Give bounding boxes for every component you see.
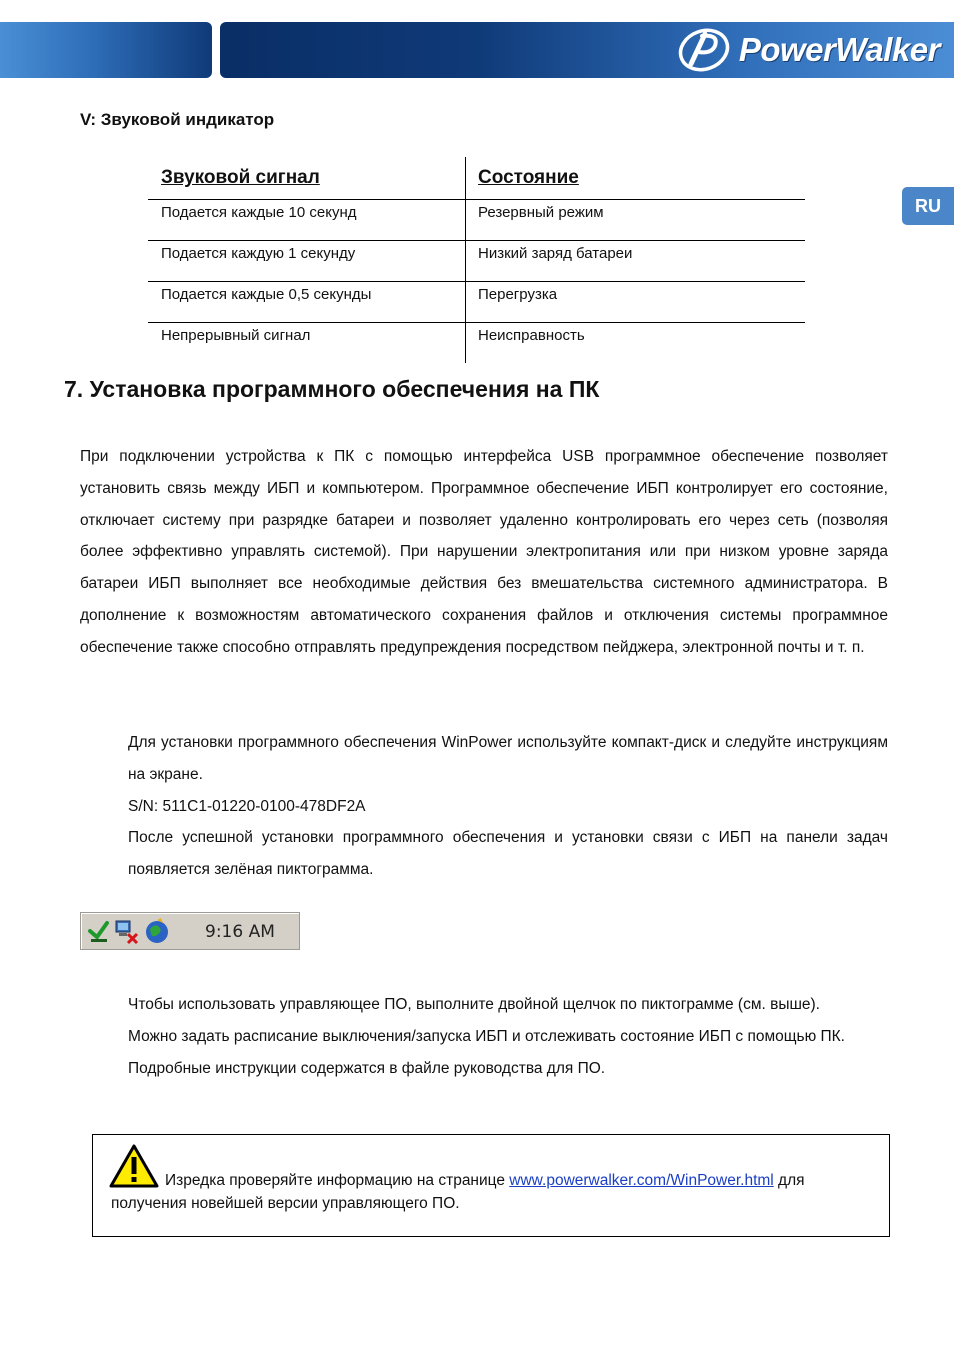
winpower-globe-icon[interactable]	[143, 917, 171, 945]
usage-text-2: Можно задать расписание выключения/запуска ИБП и отслеживать состояние ИБП с помощью ПК.	[128, 1027, 845, 1045]
table-header-row	[148, 157, 805, 200]
note-text-before: Изредка проверяйте информацию на странице	[165, 1172, 510, 1189]
table-cell-signal: Подается каждые 10 секунд	[148, 200, 466, 241]
install-text: Для установки программного обеспечения WinPower используйте компакт-диск и следуйте инструкциям на экране.	[128, 734, 888, 783]
install-instructions	[128, 727, 888, 886]
section-7-title: 7. Установка программного обеспечения на ПК	[64, 376, 600, 402]
usage-text-3: Подробные инструкции содержатся в файле руководства для ПО.	[128, 1059, 606, 1077]
table-row	[148, 200, 805, 241]
language-tab-ru[interactable]: RU	[902, 187, 954, 225]
green-network-icon[interactable]	[87, 917, 111, 945]
table-cell-signal: Непрерывный сигнал	[148, 323, 466, 364]
table-cell-state: Резервный режим	[466, 200, 806, 241]
usage-instructions	[128, 989, 888, 1084]
table-row	[148, 282, 805, 323]
brand-name: PowerWalker	[738, 31, 940, 68]
table-cell-state: Низкий заряд батареи	[466, 241, 806, 282]
intro-paragraph: При подключении устройства к ПК с помощью интерфейса USB программное обеспечение позволяет установить связь между ИБП и компьютером. Программное обеспечение ИБП контролирует его состояние, отключает систему при разрядке батареи и позволяет удаленно контролировать его через сеть (позволяя более эффективно управлять системой). При нарушении электропитания или при низком уровне заряда батареи ИБП выполняет все необходимые действия без вмешательства системного администратора. В дополнение к возможностям автоматического сохранения файлов и отключения системы программное обеспечение также способно отправлять предупреждения посредством пейджера, электронной почты и т. п.	[80, 448, 888, 656]
computer-disconnect-icon[interactable]	[113, 917, 141, 945]
tray-clock: 9:16 AM	[205, 922, 275, 942]
table-cell-signal: Подается каждую 1 секунду	[148, 241, 466, 282]
note-line-1	[165, 1169, 871, 1192]
brand-logo	[675, 24, 940, 76]
powerwalker-logo-icon	[675, 26, 733, 74]
serial-number: S/N: 511C1-01220-0100-478DF2A	[128, 797, 366, 815]
after-install-text: После успешной установки программного обеспечения и установки связи с ИБП на панели задач появляется зелёная пиктограмма.	[128, 829, 888, 879]
usage-text-1: Чтобы использовать управляющее ПО, выполните двойной щелчок по пиктограмме (см. выше).	[128, 996, 820, 1013]
table-cell-state: Неисправность	[478, 327, 585, 344]
header-band-left	[0, 22, 212, 78]
table-row	[148, 323, 805, 364]
table-header-signal: Звуковой сигнал	[148, 157, 466, 200]
table-cell-signal: Подается каждые 0,5 секунды	[148, 282, 466, 323]
table-header-state: Состояние	[466, 157, 806, 200]
taskbar-tray	[80, 912, 300, 950]
winpower-link[interactable]: www.powerwalker.com/WinPower.html	[509, 1172, 774, 1189]
beep-table	[148, 157, 805, 363]
table-cell-state: Перегрузка	[466, 282, 806, 323]
table-row	[148, 241, 805, 282]
note-box	[92, 1134, 890, 1237]
note-line-2: получения новейшей версии управляющего ПО.	[111, 1195, 460, 1212]
note-text-after-part: для	[773, 1172, 805, 1189]
section-v-title: V: Звуковой индикатор	[80, 110, 275, 129]
warning-icon	[109, 1144, 159, 1188]
